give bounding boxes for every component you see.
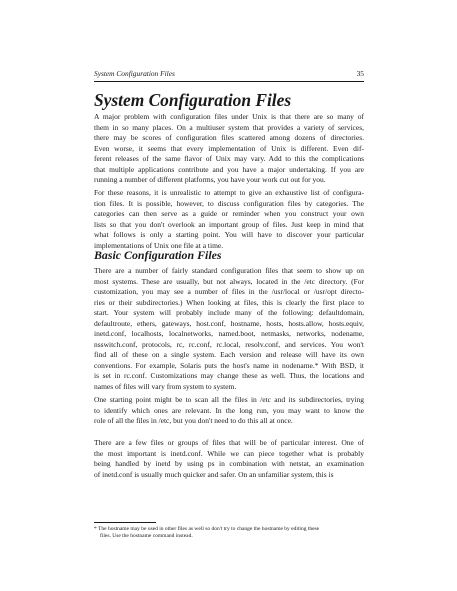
section-title: Basic Configuration Files (94, 248, 222, 262)
text-line: A major problem with configuration files under Unix is that there are so many of (94, 112, 364, 121)
text-line: the most important is inetd.conf. While we can piece together what is probably (94, 448, 364, 458)
paragraph-5 (94, 438, 364, 480)
text-line: find all of these on a single system. Each version and release will have its own (94, 350, 364, 360)
paragraph-1 (94, 112, 364, 186)
running-header (94, 69, 364, 81)
text-line: implementations of Unix one file at a time. (94, 240, 224, 250)
text-line: categories can then serve as a guide or reminder when you construct your own (94, 209, 364, 219)
text-line: customization, you may see a number of files in the /usr/local or /usr/opt directo- (94, 287, 364, 297)
text-line: tion files. It is possible, however, to discuss configuration files by categories. The (94, 198, 364, 208)
footnote-line: * The hostname may be used in other files as well so don't try to change the hostname by editing these (94, 526, 320, 532)
footnote-line: files. Use the hostname command instead. (100, 533, 193, 540)
running-header-title: System Configuration Files (94, 69, 175, 78)
text-line: most systems. These are usually, but not always, located in the /etc directory. (For (94, 276, 364, 286)
text-line: that multiple applications contribute and you have a major undertaking. If you are (94, 164, 364, 174)
footnote (94, 526, 364, 541)
text-line: being handled by inetd by using ps in combination with netstat, an examination (94, 459, 364, 469)
text-line: of inetd.conf is usually much quicker and safer. On an unfamiliar system, this is (94, 469, 334, 479)
paragraph-3 (94, 266, 364, 393)
text-line: conventions. For example, Solaris puts the host's name in nodename.* With BSD, it (94, 360, 364, 370)
page-number: 35 (356, 69, 364, 78)
text-line: running a number of different platforms, you have your work cut out for you. (94, 175, 326, 185)
text-line: There are a number of fairly standard configuration files that seem to show up on (94, 266, 364, 275)
header-rule (94, 81, 364, 82)
text-line: nsswitch.conf, protocols, rc, rc.conf, rc.local, resolv.conf, and services. You won't (94, 339, 364, 349)
text-line: There are a few files or groups of files that will be of particular interest. One of (94, 438, 364, 447)
text-line: For these reasons, it is unrealistic to attempt to give an exhaustive list of configura- (94, 188, 364, 197)
text-line: lists so that you don't overlook an important group of files. Just keep in mind that (94, 219, 364, 229)
text-line: ries or their subdirectories.) When looking at files, this is clearly the first place to (94, 297, 364, 307)
text-line: Even worse, it seems that every implementation of Unix is different. Even dif- (94, 143, 364, 153)
footnote-rule (94, 522, 156, 523)
text-line: names of files will vary from system to system. (94, 382, 237, 392)
text-line: is set in rc.conf. Customizations may change these as well. Thus, the locations and (94, 371, 364, 381)
text-line: One starting point might be to scan all the files in /etc and its subdirectories, trying (94, 395, 364, 404)
text-line: inetd.conf, localhosts, localnetworks, named.boot, netmasks, networks, nodename, (94, 329, 364, 339)
text-line: start. Your system will probably include many of the following: defaultdomain, (94, 308, 364, 318)
text-line: to identify which ones are relevant. In the long run, you may want to know the (94, 405, 364, 415)
text-line: there may be scores of configuration files scattered among dozens of directories. (94, 133, 364, 143)
text-line: role of all the files in /etc, but you don't need to do this all at once. (94, 416, 293, 426)
text-line: defaultroute, ethers, gateways, host.conf, hostname, hosts, hosts.allow, hosts.equiv, (94, 318, 364, 328)
paragraph-2 (94, 188, 364, 251)
paragraph-4 (94, 395, 364, 427)
text-line: what follows is only a starting point. You will have to discover your particular (94, 230, 364, 240)
text-line: ferent releases of the same flavor of Unix may vary. Add to this the complications (94, 154, 364, 164)
chapter-title: System Configuration Files (94, 90, 292, 110)
text-line: them in so many places. On a multiuser system that provides a variety of services, (94, 122, 364, 132)
